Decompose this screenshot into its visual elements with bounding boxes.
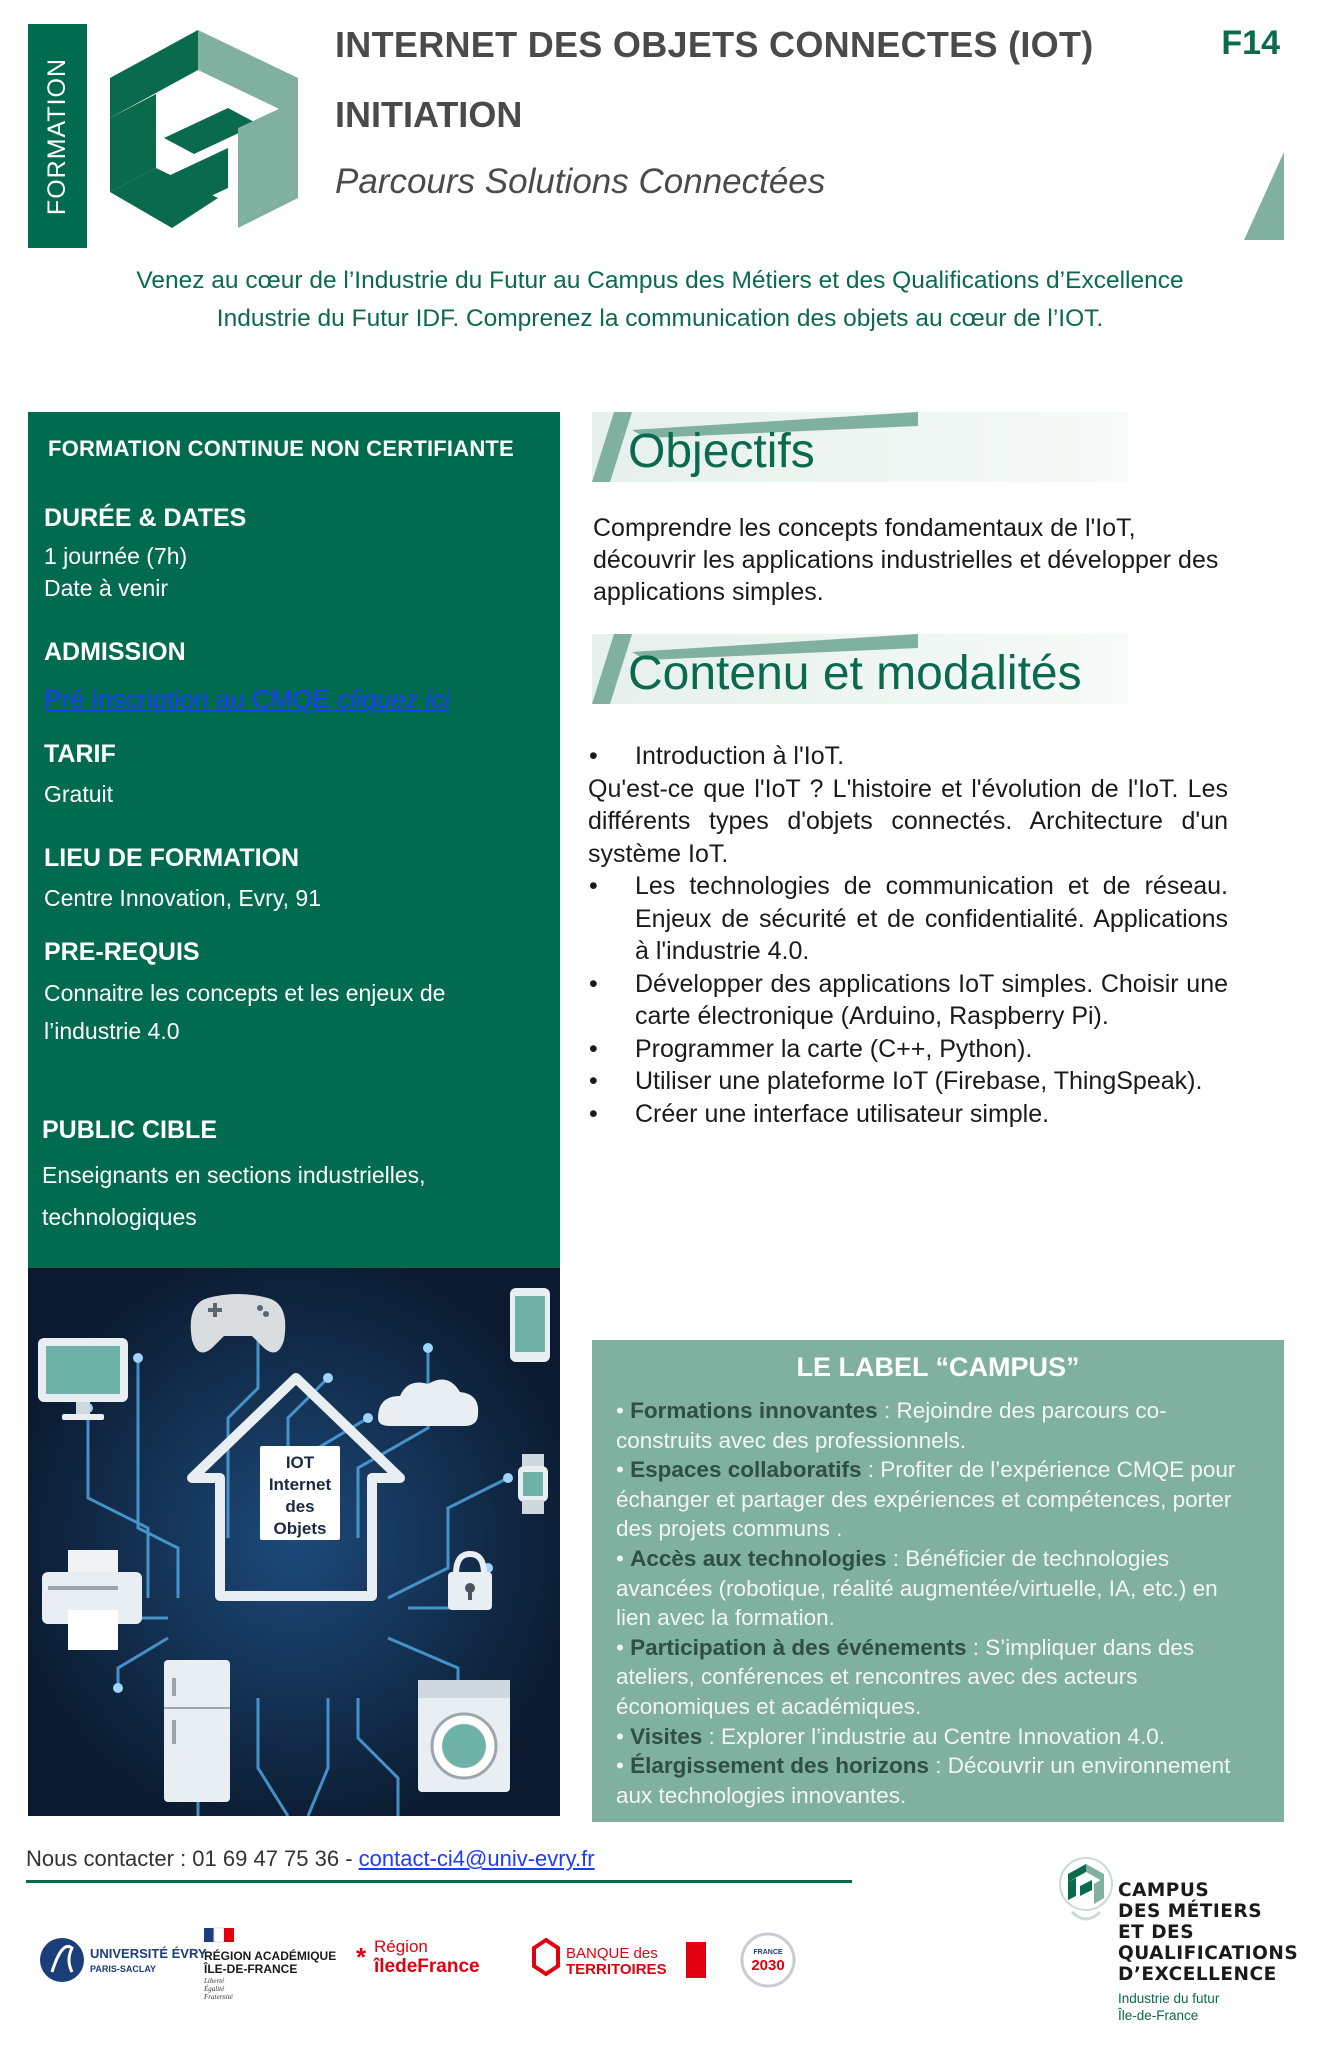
content-heading: Contenu et modalités <box>628 647 1082 700</box>
contact-divider <box>26 1880 852 1883</box>
campus-label-item: • Visites : Explorer l’industrie au Centre Innovation 4.0. <box>616 1723 1166 1749</box>
region-idf-logo <box>356 1937 480 1977</box>
duration-value: 1 journée (7h) <box>44 543 188 569</box>
intro-line-1: Venez au cœur de l’Industrie du Futur au Campus des Métiers et des Qualifications d’Excellence <box>136 267 1184 294</box>
content-item: • Introduction à l'IoT. <box>588 740 1228 773</box>
campus-item-text: : Rejoindre des parcours co-construits avec des professionnels. <box>616 1398 1167 1453</box>
public-value <box>42 1154 426 1238</box>
partner-logos <box>36 1920 812 2000</box>
campus-logo-line-3: ET DES <box>1118 1922 1195 1943</box>
campus-logo-line-1: CAMPUS <box>1118 1880 1210 1901</box>
preinscription-link[interactable] <box>44 684 450 715</box>
rac-logo-line-1: RÉGION ACADÉMIQUE <box>204 1949 337 1963</box>
formation-vertical-band <box>28 24 87 248</box>
public-heading: PUBLIC CIBLE <box>42 1116 217 1144</box>
bdt-logo-line-1: BANQUE des <box>566 1945 658 1962</box>
formation-type-banner: FORMATION CONTINUE NON CERTIFIANTE <box>48 436 514 461</box>
campus-label-item: • Élargissement des horizons : Découvrir un environnement aux technologies innovantes. <box>616 1753 1231 1808</box>
course-subtitle: Parcours Solutions Connectées <box>335 162 826 201</box>
campus-label-item: • Espaces collaboratifs : Profiter de l’expérience CMQE pour échanger et partager des expériences et compétences, porter des projets communs . <box>616 1457 1236 1542</box>
campus-item-text: : Explorer l’industrie au Centre Innovation 4.0. <box>702 1723 1166 1749</box>
rac-motto-1: Liberté <box>204 1977 225 1985</box>
campus-item-title: Espaces collaboratifs <box>630 1457 862 1483</box>
info-panel <box>28 412 560 1268</box>
house-text-4: Objets <box>273 1519 327 1538</box>
content-header <box>592 634 1128 704</box>
preinscription-link-cta: cliquez ici <box>337 684 451 714</box>
page-title: INTERNET DES OBJETS CONNECTES (IOT) <box>335 24 1094 65</box>
universite-evry-logo <box>40 1938 207 1982</box>
campus-item-text: : Profiter de l’expérience CMQE pour échanger et partager des expériences et compétences, porter des projets communs . <box>616 1457 1236 1542</box>
tarif-value: Gratuit <box>44 781 114 807</box>
cmq-logo-icon <box>108 28 308 236</box>
prereq-line-1: Connaitre les concepts et les enjeux de <box>44 980 446 1006</box>
course-reference: F14 <box>1221 24 1280 62</box>
preinscription-link-text: Pré inscription au CMQE <box>44 684 338 714</box>
idf-logo-line-2: îledeFrance <box>374 1956 480 1977</box>
bdt-logo-line-2: TERRITOIRES <box>566 1961 667 1978</box>
campus-logo-icon <box>1058 1856 1114 1932</box>
content-item: • Développer des applications IoT simples. Choisir une carte électronique (Arduino, Raspberry Pi). <box>588 968 1228 1033</box>
campus-logo <box>1058 1856 1298 2056</box>
watch-icon <box>518 1454 548 1514</box>
location-value: Centre Innovation, Evry, 91 <box>44 885 321 911</box>
house-text-3: des <box>285 1497 315 1516</box>
corner-triangle-decoration <box>1244 152 1284 240</box>
prereq-line-2: l’industrie 4.0 <box>44 1018 180 1044</box>
evry-logo-line-2: PARIS-SACLAY <box>90 1964 157 1974</box>
campus-logo-sub-2: Île-de-France <box>1118 2008 1199 2023</box>
iot-illustration <box>28 1268 560 1816</box>
phone-icon <box>510 1288 550 1362</box>
content-item: • Les technologies de communication et de réseau. Enjeux de sécurité et de confidentialité. Applications à l'industrie 4.0. <box>588 870 1228 968</box>
region-academique-logo <box>203 1928 336 2000</box>
intro-text <box>60 262 1260 338</box>
rac-logo-line-2: ÎLE-DE-FRANCE <box>204 1962 298 1976</box>
campus-item-title: Participation à des événements <box>630 1634 967 1660</box>
svg-text:*: * <box>356 1942 367 1972</box>
rac-motto-3: Fraternité <box>204 1993 233 2000</box>
fridge-icon <box>164 1660 230 1802</box>
campus-item-title: Formations innovantes <box>630 1398 878 1423</box>
france-2030-logo <box>742 1934 794 1986</box>
campus-logo-line-5: D’EXCELLENCE <box>1118 1964 1277 1985</box>
campus-logo-text <box>1118 1880 1298 1985</box>
content-item: • Utiliser une plateforme IoT (Firebase, ThingSpeak). <box>588 1065 1228 1098</box>
campus-item-title: Visites <box>630 1723 703 1749</box>
objectives-heading: Objectifs <box>628 425 815 478</box>
contact-label: Nous contacter : 01 69 47 75 36 - <box>26 1846 359 1871</box>
f2030-logo-line-1: FRANCE <box>753 1949 783 1956</box>
contact-email-link[interactable]: contact-ci4@univ-evry.fr <box>358 1846 595 1871</box>
campus-label-box <box>592 1340 1284 1822</box>
f2030-logo-line-2: 2030 <box>751 1957 785 1974</box>
location-heading: LIEU DE FORMATION <box>44 844 300 872</box>
public-line-1: Enseignants en sections industrielles, <box>42 1162 426 1188</box>
objectives-text <box>593 512 1293 608</box>
duration-heading: DURÉE & DATES <box>44 504 247 532</box>
washing-machine-icon <box>418 1680 510 1792</box>
prereq-value <box>44 974 445 1050</box>
campus-logo-line-2: DES MÉTIERS <box>1118 1901 1263 1922</box>
campus-item-text: : S’impliquer dans des ateliers, conférences et rencontres avec des acteurs économiques et académiques. <box>616 1634 1195 1719</box>
objectives-line-1: Comprendre les concepts fondamentaux de l'IoT, <box>593 514 1136 542</box>
campus-label-list <box>616 1396 1236 1810</box>
admission-heading: ADMISSION <box>44 638 186 666</box>
course-level: INITIATION <box>335 94 523 135</box>
campus-logo-line-4: QUALIFICATIONS <box>1118 1943 1299 1964</box>
prereq-heading: PRE-REQUIS <box>44 938 200 966</box>
evry-logo-line-1: UNIVERSITÉ ÉVRY <box>90 1946 207 1961</box>
content-item: • Programmer la carte (C++, Python). <box>588 1033 1228 1066</box>
campus-item-text: : Découvrir un environnement aux technologies innovantes. <box>616 1753 1231 1808</box>
contact-line <box>26 1846 595 1872</box>
campus-logo-subtitle <box>1118 1990 1219 2024</box>
objectives-header <box>592 412 1128 482</box>
house-text-1: IOT <box>285 1453 315 1472</box>
public-line-2: technologiques <box>42 1204 197 1230</box>
formation-label: FORMATION <box>43 57 72 215</box>
campus-label-item: • Accès aux technologies : Bénéficier de technologies avancées (robotique, réalité augmentée/virtuelle, IA, etc.) en lien avec la formation. <box>616 1545 1218 1631</box>
campus-label-title: LE LABEL “CAMPUS” <box>796 1352 1080 1382</box>
tarif-heading: TARIF <box>44 740 116 768</box>
banque-territoires-logo <box>534 1940 706 1978</box>
campus-item-text: : Bénéficier de technologies avancées (robotique, réalité augmentée/virtuelle, IA, etc.) en lien avec la formation. <box>616 1545 1218 1631</box>
dates-value: Date à venir <box>44 575 169 601</box>
campus-item-title: Élargissement des horizons <box>630 1753 929 1779</box>
objectives-line-3: applications simples. <box>593 578 824 606</box>
campus-label-item: • Participation à des événements : S’impliquer dans des ateliers, conférences et rencontres avec des acteurs économiques et académiques. <box>616 1634 1195 1719</box>
campus-label-item: • Formations innovantes : Rejoindre des parcours co-construits avec des professionnels. <box>616 1398 1167 1453</box>
campus-item-title: Accès aux technologies <box>630 1545 887 1571</box>
intro-line-2: Industrie du Futur IDF. Comprenez la communication des objets au cœur de l’IOT. <box>216 305 1104 332</box>
rac-motto-2: Égalité <box>204 1985 225 1993</box>
content-list <box>588 740 1228 1130</box>
campus-logo-sub-1: Industrie du futur <box>1118 1991 1220 2006</box>
objectives-line-2: découvrir les applications industrielles et développer des <box>593 546 1219 574</box>
idf-logo-line-1: Région <box>374 1937 428 1956</box>
content-paragraph: Qu'est-ce que l'IoT ? L'histoire et l'évolution de l'IoT. Les différents types d'objets connectés. Architecture d'un système IoT. <box>588 774 1228 868</box>
house-text-2: Internet <box>268 1475 332 1494</box>
content-item: • Créer une interface utilisateur simple. <box>588 1098 1228 1131</box>
